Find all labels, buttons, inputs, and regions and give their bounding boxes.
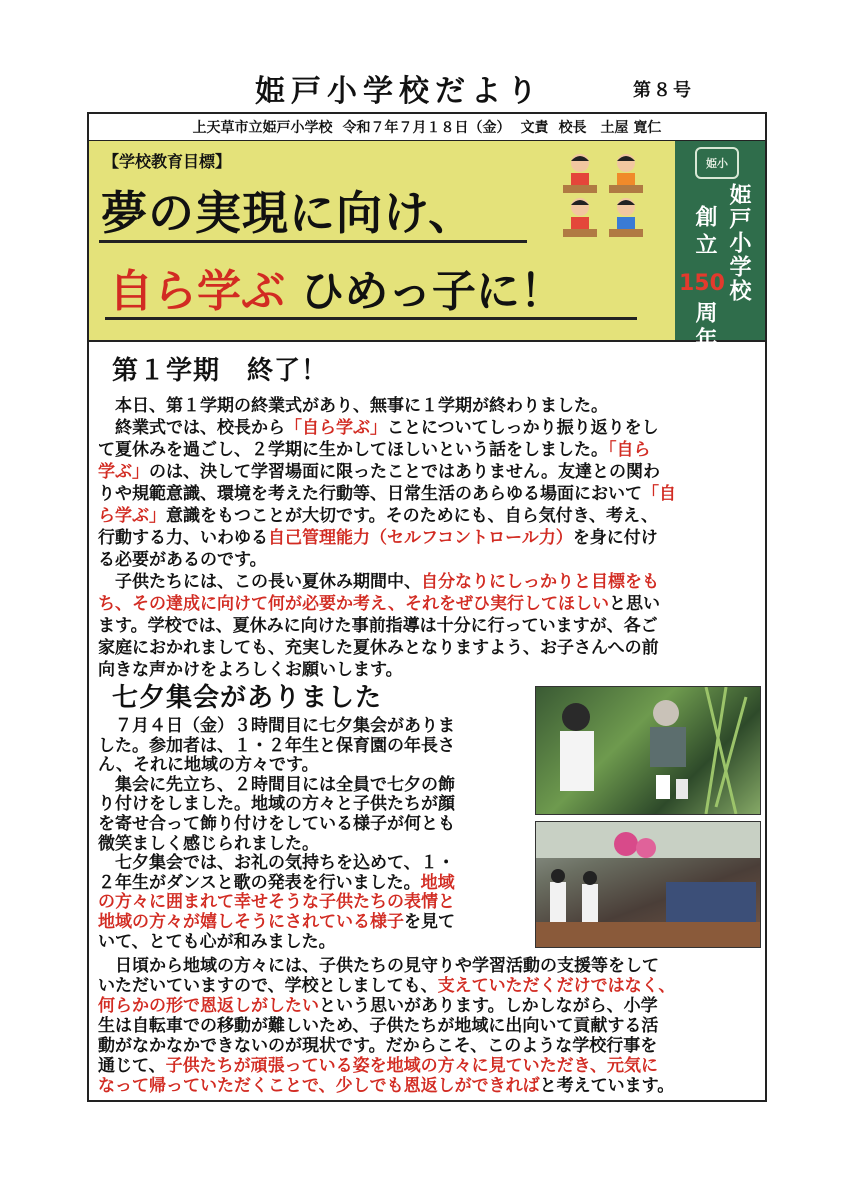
body-text: いて、とても心が和みました。 xyxy=(98,931,336,952)
text-line xyxy=(98,549,267,571)
body-text: 日頃から地域の方々には、子供たちの見守りや学習活動の支援等をして xyxy=(98,956,659,976)
slogan-rest: ひめっ子に！ xyxy=(285,266,564,317)
body-text: を身に付け xyxy=(572,528,658,548)
anniversary-school: 姫戸小学校 xyxy=(726,183,751,303)
slogan-underline-2 xyxy=(105,317,637,320)
section1-heading: 第１学期 終了！ xyxy=(112,356,329,386)
body-text: と思い xyxy=(609,594,661,614)
body-text: ことについてしっかり振り返りをし xyxy=(387,418,659,438)
text-line xyxy=(98,931,336,953)
photo-tanabata-decorating xyxy=(535,686,761,815)
body-text: という思いがあります。しかしながら、小学 xyxy=(319,996,658,1016)
highlight-text: 支えていただくだけではなく、 xyxy=(437,976,676,996)
body-text: 終業式では、校長から xyxy=(98,418,285,438)
highlight-text: ら学ぶ」 xyxy=(98,506,166,526)
body-text: 子供たちには、この長い夏休み期間中、 xyxy=(98,572,421,592)
text-line xyxy=(98,637,659,659)
body-text: 意識をもつことが大切です。そのためにも、自ら気付き、考え、 xyxy=(166,506,658,526)
body-text: 家庭におかれましても、充実した夏休みとなりますよう、お子さんへの前 xyxy=(98,638,659,658)
school-emblem: 姫小 xyxy=(695,147,739,179)
photo-tanabata-assembly xyxy=(535,821,761,948)
body-text: ます。学校では、夏休みに向けた事前指導は十分に行っていますが、各ご xyxy=(98,616,658,636)
body-text: 微笑ましく感じられました。 xyxy=(98,833,319,854)
body-text: 本日、第１学期の終業式があり、無事に１学期が終わりました。 xyxy=(98,396,608,416)
section2-heading: 七夕集会がありました xyxy=(112,683,383,713)
highlight-text: 「自ら xyxy=(608,440,651,460)
text-line xyxy=(98,417,659,439)
body-text: ん、それに地域の方々です。 xyxy=(98,755,319,776)
text-line xyxy=(98,505,658,527)
issue-date: 令和７年７月１８日（金） xyxy=(342,120,511,136)
body-text: を見て xyxy=(404,912,455,932)
info-bar xyxy=(89,114,765,142)
body-text: て夏休みを過ごし、２学期に生かしてほしいという話をしました。 xyxy=(98,440,608,460)
highlight-text: 自己管理能力（セルフコントロール力） xyxy=(268,528,573,548)
issue-number: 第８号 xyxy=(633,80,693,101)
anniversary-panel xyxy=(675,141,765,353)
text-line xyxy=(98,483,676,505)
text-line xyxy=(98,571,659,593)
highlight-text: 「自 xyxy=(642,484,676,504)
text-line xyxy=(98,593,660,615)
highlight-text: なって帰っていただくことで、少しでも恩返しができれば xyxy=(98,1076,540,1096)
goal-banner xyxy=(89,141,675,342)
body-text: 七夕集会では、お礼の気持ちを込めて、１・ xyxy=(98,853,455,874)
school-name: 上天草市立姫戸小学校 xyxy=(192,120,333,136)
slogan-underline-1 xyxy=(99,240,527,243)
slogan-highlight: 自ら学ぶ xyxy=(109,266,285,317)
slogan-line1: 夢の実現に向け、 xyxy=(101,186,476,240)
slogan-line2 xyxy=(109,255,564,319)
text-line xyxy=(98,615,658,637)
text-line xyxy=(98,955,659,977)
highlight-text: 地域 xyxy=(420,872,455,893)
highlight-text: 自分なりにしっかりと目標をも xyxy=(421,572,659,592)
body-text: のは、決して学習場面に限ったことではありません。友達との関わ xyxy=(149,462,661,482)
text-line xyxy=(98,975,675,997)
text-line xyxy=(98,395,608,417)
highlight-text: 地域の方々が嬉しそうにされている様子 xyxy=(98,912,404,932)
body-text: を寄せ合って飾り付けをしている様子が何とも xyxy=(98,814,455,834)
text-line xyxy=(98,1075,674,1097)
body-text: 動がなかなかできないのが現状です。だからこそ、このような学校行事を xyxy=(98,1036,658,1056)
highlight-text: 「自ら学ぶ」 xyxy=(285,418,387,438)
anniversary-founded: 創立 xyxy=(692,205,717,261)
body-text: る必要があるのです。 xyxy=(98,550,267,570)
highlight-text: 子供たちが頑張っている姿を地域の方々に見ていただき、元気に xyxy=(165,1056,658,1076)
newsletter-title: 姫戸小学校だより xyxy=(255,74,543,109)
body-text: 行動する力、いわゆる xyxy=(98,528,268,548)
body-text: 集会に先立ち、２時間目には全員で七夕の飾 xyxy=(98,774,455,795)
body-text: いただいていますので、学校としましても、 xyxy=(98,976,438,996)
body-text: と考えています。 xyxy=(539,1076,675,1096)
text-line xyxy=(98,1035,657,1057)
highlight-text: 学ぶ」 xyxy=(98,462,149,482)
body-text: り付けをしました。地域の方々と子供たちが顔 xyxy=(98,794,455,815)
body-text: 通じて、 xyxy=(98,1056,166,1076)
body-text: ７月４日（金）３時間目に七夕集会がありま xyxy=(98,716,455,736)
text-line xyxy=(98,1055,658,1077)
body-text: 生は自転車での移動が難しいため、子供たちが地域に出向いて貢献する活 xyxy=(98,1016,659,1036)
text-line xyxy=(98,461,660,483)
text-line xyxy=(98,439,651,461)
body-text: りや規範意識、環境を考えた行動等、日常生活のあらゆる場面において xyxy=(98,484,642,504)
author-label: 文責 xyxy=(520,120,549,136)
highlight-text: ち、その達成に向けて何が必要か考え、それをぜひ実行してほしい xyxy=(98,594,610,614)
studying-kids-illustration xyxy=(559,149,647,239)
highlight-text: の方々に囲まれて幸せそうな子供たちの表情と xyxy=(98,892,455,913)
highlight-text: 何らかの形で恩返しがしたい xyxy=(98,996,319,1016)
anniversary-years: 周年 xyxy=(692,301,717,353)
anniversary-number: 150 xyxy=(679,271,725,296)
text-line xyxy=(98,527,658,549)
body-text: 向きな声かけをよろしくお願いします。 xyxy=(98,660,403,680)
text-line xyxy=(98,995,658,1017)
author-name: 校長 土屋 寛仁 xyxy=(558,120,662,136)
goal-tag: 【学校教育目標】 xyxy=(103,152,232,171)
body-text: ２年生がダンスと歌の発表を行いました。 xyxy=(98,872,421,893)
body-text: した。参加者は、１・２年生と保育園の年長さ xyxy=(98,735,455,756)
text-line xyxy=(98,1015,658,1037)
